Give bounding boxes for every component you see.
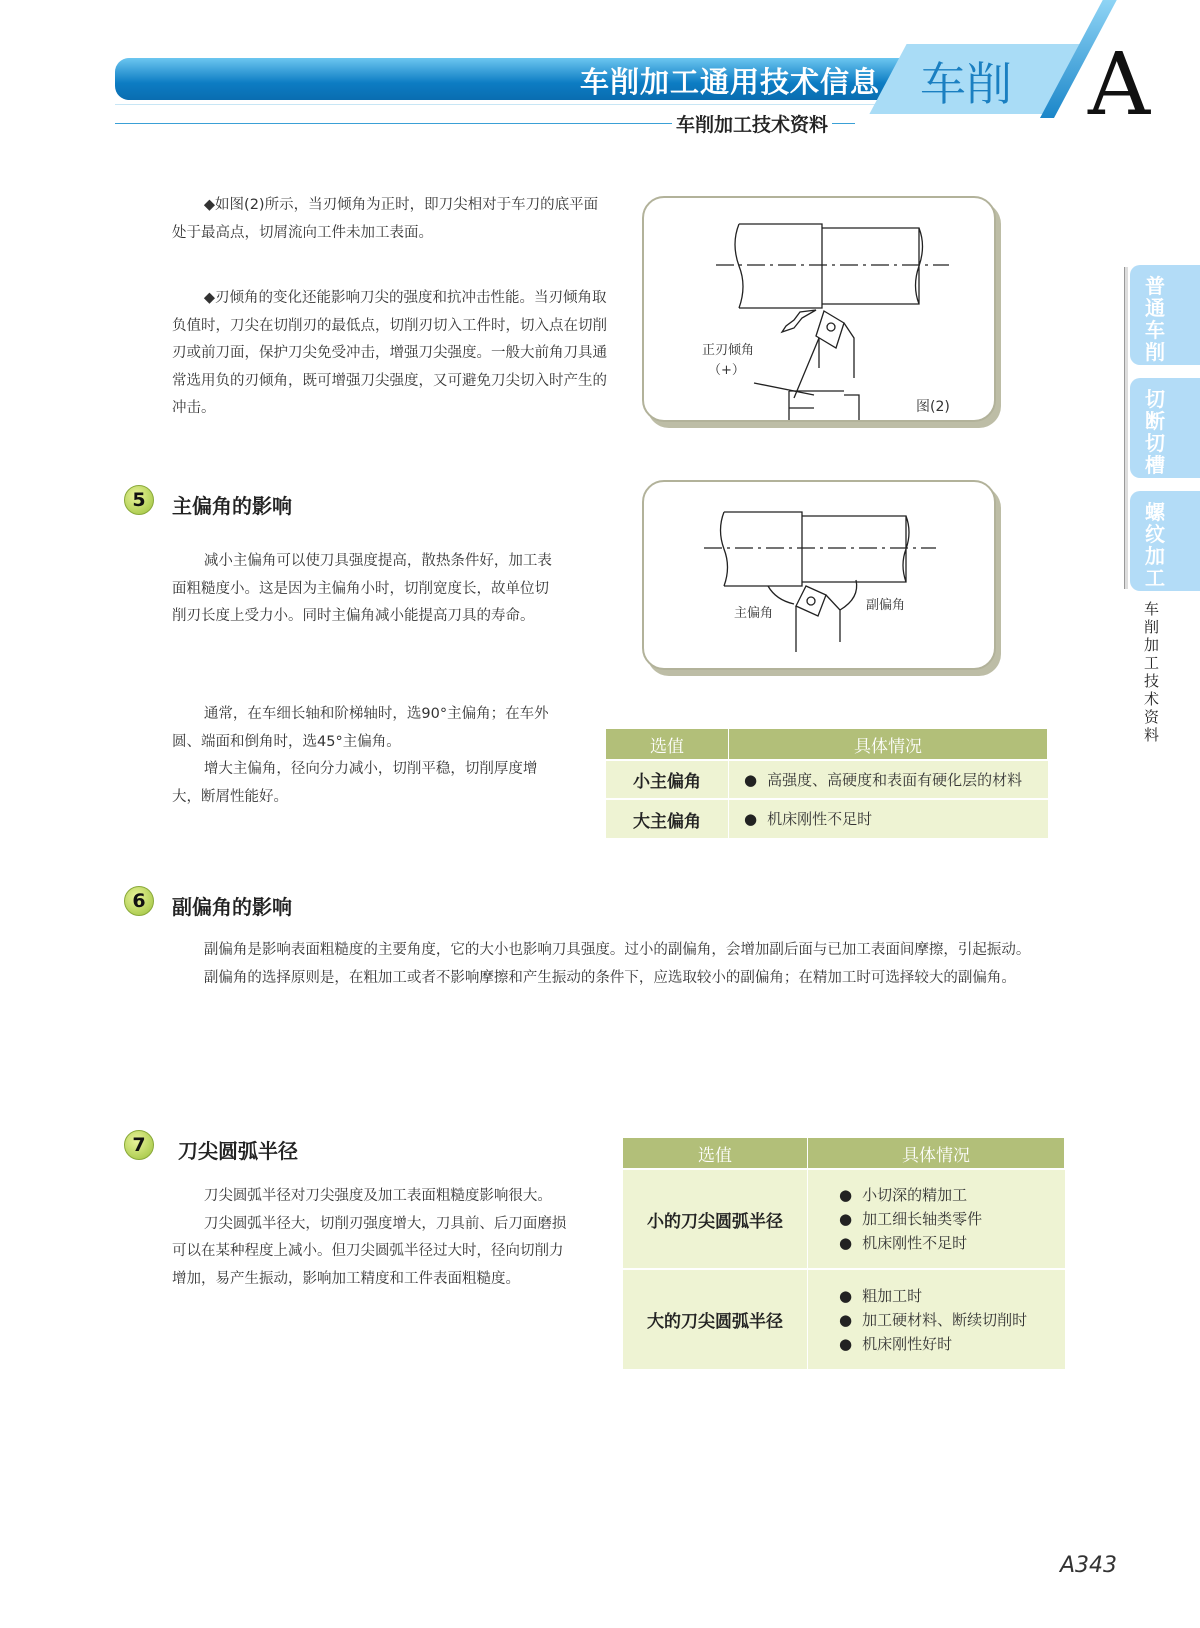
row-key: 大主偏角 [606, 799, 729, 838]
rake-angle-sign: （+） [708, 363, 745, 378]
paragraph: ◆如图(2)所示，当刃倾角为正时，即刀尖相对于车刀的底平面处于最高点，切屑流向工件未加工表面。 [172, 197, 599, 241]
paragraph: 刀尖圆弧半径大，切削刃强度增大，刀具前、后刀面磨损可以在某种程度上减小。但刀尖圆弧半径过大时，径向切削力增加，易产生振动，影响加工精度和工件表面粗糙度。 [172, 1215, 567, 1287]
column-header: 选值 [606, 729, 729, 760]
header-category: 车削 [920, 57, 1012, 111]
section-number-7: 7 [124, 1130, 154, 1160]
table-row [606, 760, 1048, 799]
figure-caption: 图(2) [916, 399, 950, 415]
table-row [606, 799, 1048, 838]
section5-text [172, 548, 552, 631]
paragraph: 刀尖圆弧半径对刀尖强度及加工表面粗糙度影响很大。 [203, 1188, 552, 1204]
intro-text [172, 192, 612, 423]
list-item: ● 粗加工时 [839, 1284, 1064, 1308]
figure-lead-angle [642, 480, 996, 670]
column-header: 选值 [623, 1138, 808, 1169]
table-row [623, 1169, 1065, 1269]
section-title: 主偏角的影响 [172, 494, 292, 518]
minor-lead-angle-label: 副偏角 [866, 598, 906, 613]
lead-angle-diagram [644, 482, 994, 668]
section7-text [172, 1183, 572, 1293]
paragraph: 副偏角的选择原则是，在粗加工或者不影响摩擦和产生振动的条件下，应选取较小的副偏角；在精加工时可选择较大的副偏角。 [203, 969, 1016, 986]
header-subtitle: 车削加工技术资料 [672, 110, 832, 137]
page-number: A343 [1060, 1553, 1118, 1578]
section-title: 刀尖圆弧半径 [178, 1139, 298, 1163]
paragraph: 副偏角是影响表面粗糙度的主要角度，它的大小也影响刀具强度。过小的副偏角，会增加副后面与已加工表面间摩擦，引起振动。 [203, 942, 1031, 958]
row-key: 小的刀尖圆弧半径 [623, 1169, 808, 1269]
row-key: 小主偏角 [606, 760, 729, 799]
side-current-section: 车削加工技术资料 [1144, 600, 1160, 744]
paragraph: 减小主偏角可以使刀具强度提高，散热条件好，加工表面粗糙度小。这是因为主偏角小时，切削宽度长，故单位切削刃长度上受力小。同时主偏角减小能提高刀具的寿命。 [172, 553, 552, 624]
side-tab-parting-grooving[interactable] [1130, 378, 1200, 478]
paragraph: 通常，在车细长轴和阶梯轴时，选90°主偏角；在车外圆、端面和倒角时，选45°主偏角。 [172, 706, 549, 750]
section5-text-2 [172, 701, 552, 811]
list-item: ● 小切深的精加工 [839, 1183, 1064, 1207]
paragraph: ◆刃倾角的变化还能影响刀尖的强度和抗冲击性能。当刃倾角取负值时，刀尖在切削刃的最低点，切削刃切入工件时，切入点在切削刃或前刀面，保护刀尖免受冲击，增强刀尖强度。一般大前角刀具通常选用负的刃倾角，既可增强刀尖强度，又可避免刀尖切入时产生的冲击。 [172, 290, 607, 416]
side-tab-threading[interactable] [1130, 491, 1200, 591]
nose-radius-table [623, 1138, 1065, 1369]
rake-angle-diagram [644, 198, 994, 420]
section-number-5: 5 [124, 485, 154, 515]
column-header: 具体情况 [808, 1138, 1065, 1169]
tab-label: 螺纹加工 [1145, 500, 1165, 590]
side-tab-rail [1124, 267, 1128, 589]
section-letter: A [1088, 35, 1151, 135]
main-lead-angle-label: 主偏角 [734, 606, 774, 621]
list-item: ● 加工硬材料、断续切削时 [839, 1308, 1064, 1332]
tab-label: 切断切槽 [1145, 387, 1165, 477]
divider [115, 104, 905, 105]
section-number-6: 6 [124, 886, 154, 916]
list-item: ● 加工细长轴类零件 [839, 1207, 1064, 1231]
section-title: 副偏角的影响 [172, 895, 292, 919]
header-title: 车削加工通用技术信息 [579, 65, 880, 99]
table-row [623, 1269, 1065, 1369]
tab-label: 普通车削 [1145, 274, 1165, 364]
list-item: ● 高强度、高硬度和表面有硬化层的材料 [744, 768, 1047, 792]
figure-2 [642, 196, 996, 422]
list-item: ● 机床刚性不足时 [839, 1231, 1064, 1255]
column-header: 具体情况 [729, 729, 1048, 760]
lead-angle-table [606, 729, 1048, 838]
paragraph: 增大主偏角，径向分力减小，切削平稳，切削厚度增大，断屑性能好。 [172, 761, 538, 805]
list-item: ● 机床刚性不足时 [744, 807, 1047, 831]
list-item: ● 机床刚性好时 [839, 1332, 1064, 1356]
row-key: 大的刀尖圆弧半径 [623, 1269, 808, 1369]
side-tab-general-turning[interactable] [1130, 265, 1200, 365]
section6-text [172, 937, 1062, 992]
rake-angle-label: 正刃倾角 [702, 343, 755, 358]
